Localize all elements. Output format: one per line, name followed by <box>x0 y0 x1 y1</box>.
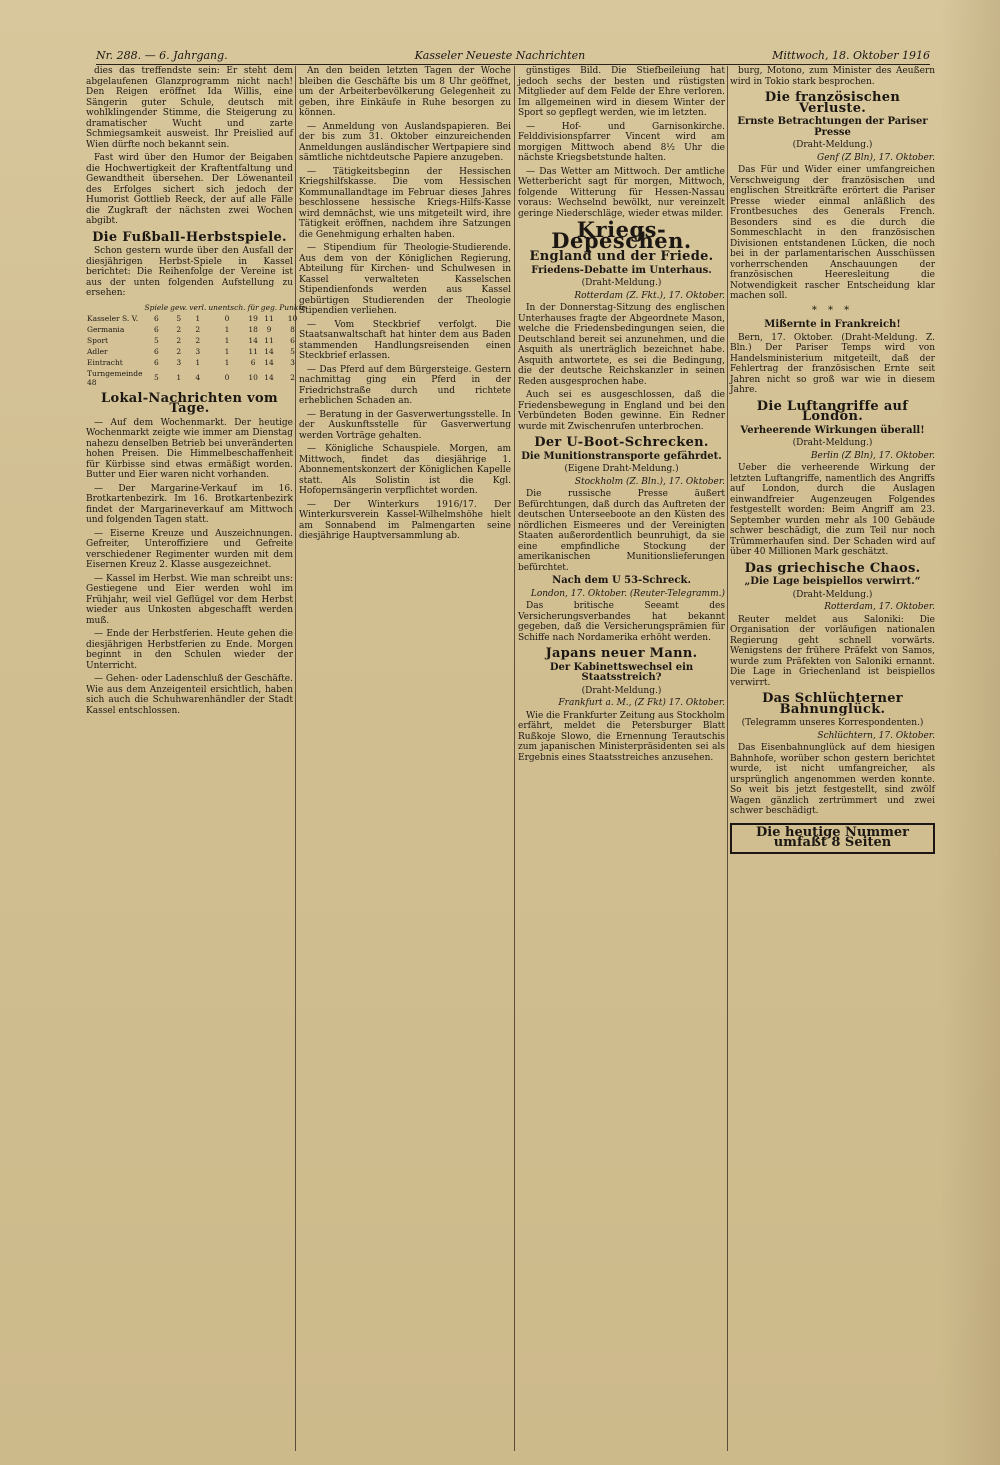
section-title-kriegs-depeschen: Kriegs-Depeschen. <box>551 217 692 253</box>
article-paragraph: In der Donnerstag-Sitzung des englischen Unterhauses fragte der Abgeordnete Mason, welche die Friedensbedingungen seien, die Deutschland bereit sei anzunehmen, und die Asquith als unerträglich bezeichnet habe. Asquith antwortete, es sei die Bedingung, die der deutsche Reichskanzler in seinen Reden ausgesprochen habe. <box>518 303 725 387</box>
table-cell: Eintracht <box>87 357 123 367</box>
table-cell: 0 <box>224 313 230 323</box>
table-cell: 10 <box>248 373 258 382</box>
article-paragraph: — Königliche Schauspiele. Morgen, am Mittwoch, findet das diesjährige 1. Abonnementskonzert der Königlichen Kapelle statt. Als Solistin ist die Kgl. Hofopernsängerin verpflichtet worden. <box>299 444 511 496</box>
article-paragraph: — Das Wetter am Mittwoch. Der amtliche Wetterbericht sagt für morgen, Mittwoch, folgende Witterung für Hessen-Nassau voraus: Wechselnd bewölkt, nur vereinzelt geringe Niederschläge, wieder etwas milder. <box>518 166 725 219</box>
column-4 <box>730 66 935 1451</box>
article-paragraph: — Stipendium für Theologie-Studierende. Aus dem von der Königlichen Regierung, Abteilung für Kirchen- und Schulwesen in Kassel verwalteten Kasselschen Stipendienfonds werden aus Kassel gebürtigen Studierenden der Theologie Stipendien verliehen. <box>299 243 511 316</box>
table-cell: 8 <box>290 324 295 334</box>
separator-stars: * * * <box>811 304 854 316</box>
masthead-title: Kasseler Neueste Nachrichten <box>414 49 586 62</box>
article-paragraph: — Der Margarine-Verkauf im 16. Brotkartenbezirk. Im 16. Brotkartenbezirk findet der Margarineverkauf am Mittwoch und folgenden Tagen statt. <box>86 483 293 525</box>
source-line: (Draht-Meldung.) <box>581 278 662 288</box>
dateline: Stockholm (Z. Bln.), 17. Oktober. <box>574 476 725 487</box>
table-cell: 1 <box>224 357 230 367</box>
article-paragraph: Schon gestern wurde über den Ausfall der diesjährigen Herbst-Spiele in Kassel berichtet: Die Reihenfolge der Vereine ist aus der unten folgenden Aufstellung zu ersehen: <box>86 246 293 298</box>
article-paragraph: — Kassel im Herbst. Wie man schreibt uns: Gestiegene und Eier werden wohl im Frühjahr, weil viel Geflügel vor dem Herbst wieder aus Unkosten abgeschafft werden muß. <box>86 573 293 626</box>
table-cell: 6 <box>153 346 159 356</box>
article-paragraph: Ueber die verheerende Wirkung der letzten Luftangriffe, namentlich des Angriffs auf London, durch die Auslagen einwandfreier Augenzeugen Folgendes festgestellt worden: Beim Angriff am 23. September wurden mehr als 100 Gebäude schwer beschädigt, die zum Teil nur noch Trümmerhaufen sind. Der Schaden wird auf über 40 Millionen Mark geschätzt. <box>730 463 935 557</box>
table-cell: 3 <box>176 357 182 367</box>
table-cell: 6 <box>153 324 159 334</box>
table-cell: 1 <box>224 346 230 356</box>
headline-franzoesische-verluste: Die französischen Verluste. <box>764 90 901 116</box>
table-cell: 2 <box>176 335 182 345</box>
table-cell: 1 <box>195 357 201 367</box>
dateline: Rotterdam, 17. Oktober. <box>824 602 935 612</box>
article-paragraph: Das Eisenbahnunglück auf dem hiesigen Bahnhofe, worüber schon gestern berichtet wurde, ist nicht umfangreicher, als ursprünglich angenommen werden konnte. So weit bis jetzt festgestellt, sind zwölf Wagen gänzlich zertrümmert und zwei schwer beschädigt. <box>730 743 935 816</box>
subheadline: Friedens-Debatte im Unterhaus. <box>531 264 712 276</box>
column-2 <box>299 66 511 1451</box>
headline-england: England und der Friede. <box>529 249 714 264</box>
article-paragraph: — Beratung in der Gasverwertungsstelle. In der Auskunftsstelle für Gasverwertung werden Vorträge gehalten. <box>299 409 511 441</box>
source-line: (Draht-Meldung.) <box>581 685 662 696</box>
table-cell: 4 <box>195 373 201 382</box>
table-cell: 1 <box>224 335 230 345</box>
table-header-cell: geg. <box>260 302 278 312</box>
table-cell: 1 <box>224 324 230 334</box>
table-cell: Germania <box>87 324 125 334</box>
table-header-cell: verl. <box>189 302 207 312</box>
table-cell: 5 <box>153 335 159 345</box>
article-paragraph: An den beiden letzten Tagen der Woche bleiben die Geschäfte bis um 8 Uhr geöffnet, um der Arbeiterbevölkerung Gelegenheit zu geben, ihre Einkäufe in Ruhe besorgen zu können. <box>299 66 511 118</box>
article-paragraph: — Das Pferd auf dem Bürgersteige. Gestern nachmittag ging ein Pferd in der Friedrichstraße durch und richtete erheblichen Schaden an. <box>299 364 511 406</box>
article-paragraph: — Hof- und Garnisonkirche. Felddivisionspfarrer Vincent wird am morgigen Mittwoch abend 8½ Uhr die nächste Kriegsbetstunde halten. <box>518 121 725 163</box>
table-cell: Adler <box>87 346 108 356</box>
table-cell: 19 <box>248 313 258 323</box>
paper-edge-shading <box>940 0 1000 1465</box>
table-cell: 2 <box>176 324 182 334</box>
subheadline: Ernste Betrachtungen der Pariser Presse <box>737 116 928 138</box>
table-cell: 6 <box>153 313 159 323</box>
article-paragraph: — Anmeldung von Auslandspapieren. Bei der bis zum 31. Oktober einzureichenden Anmeldungen ausländischer Wertpapiere sind sämtliche nichtdeutsche Papiere anzugeben. <box>299 121 511 163</box>
article-paragraph: Auch sei es ausgeschlossen, daß die Friedensbewegung in England und bei den Verbündeten Boden gewinne. Ein Redner wurde mit Zwischenrufen unterbrochen. <box>518 390 725 432</box>
column-rule <box>727 66 728 1451</box>
dateline: Rotterdam (Z. Fkt.), 17. Oktober. <box>574 290 725 301</box>
table-row <box>86 357 307 368</box>
table-cell: Turngemeinde 48 <box>87 368 143 387</box>
article-paragraph: — Auf dem Wochenmarkt. Der heutige Wochenmarkt zeigte wie immer am Dienstag nahezu denselben Betrieb bei unveränderten hohen Preisen. Die Himmelbeschaffenheit für Kürbisse sind etwas ermäßigt worden. Butter und Eier waren nicht vorhanden. <box>86 417 293 480</box>
table-cell: 14 <box>264 357 274 367</box>
table-cell: 1 <box>195 313 201 323</box>
table-row <box>86 324 307 335</box>
subheadline: „Die Lage beispiellos verwirrt.“ <box>744 576 921 587</box>
source-line: (Draht-Meldung.) <box>792 438 873 448</box>
article-paragraph: günstiges Bild. Die Stiefbeileiung hat jedoch sechs der besten und rüstigsten Mitglieder auf dem Felde der Ehre verloren. Im allgemeinen wird in diesem Winter der Sport so gepflegt werden, wie im letzten. <box>518 66 725 118</box>
standings-table <box>86 302 307 388</box>
table-cell: 14 <box>264 346 274 356</box>
table-cell: 2 <box>195 335 201 345</box>
table-row <box>86 346 307 357</box>
headline-nach-u53: Nach dem U 53-Schreck. <box>552 575 691 586</box>
article-paragraph: — Eiserne Kreuze und Auszeichnungen. Gefreiter, Unteroffiziere und Gefreite verschiedener Regimenter wurden mit dem Eisernen Kreuz 2. Klasse ausgezeichnet. <box>86 528 293 570</box>
dateline: Berlin (Z Bln), 17. Oktober. <box>810 450 935 461</box>
table-cell: 2 <box>195 324 201 334</box>
article-paragraph: Wie die Frankfurter Zeitung aus Stockholm erfährt, meldet die Petersburger Blatt Rußkoje Slowo, die Ernennung Terautschis zum japanischen Ministerpräsidenten sei als Ergebnis eines Staatsstreiches anzusehen. <box>518 710 725 763</box>
issue-date: Mittwoch, 18. Oktober 1916 <box>772 49 930 62</box>
table-header-cell: unentsch. <box>208 302 246 312</box>
column-1 <box>86 66 306 1451</box>
article-paragraph: Fast wird über den Humor der Beigaben die Hochwertigkeit der Kraftentfaltung und Gewandtheit übersehen. Der Löwenanteil des Erfolges sichert sich jedoch der Humorist Gottlieb Reeck, der auf alle Fälle die Zugkraft der nächsten zwei Wochen abgibt. <box>86 153 293 226</box>
page-header <box>96 44 930 65</box>
table-header-row <box>86 302 307 313</box>
article-paragraph: Die russische Presse äußert Befürchtungen, daß durch das Auftreten der deutschen Unterseeboote an den Küsten des nördlichen Eismeeres und der Vereinigten Staaten außerordentlich beunruhigt, da sie eine empfindliche Stockung der amerikanischen Munitionslieferungen befürchtet. <box>518 489 725 573</box>
table-cell: 14 <box>264 373 274 382</box>
table-cell: 2 <box>176 346 182 356</box>
table-cell: 1 <box>176 373 182 382</box>
subheadline: Der Kabinettswechsel ein Staatsstreich? <box>549 661 694 683</box>
article-paragraph: Das Für und Wider einer umfangreichen Verschweigung der französischen und englischen Streitkräfte erörtert die Pariser Presse wieder einmal anläßlich des Frontbesuches des Generals French. Besonders sind es die durch die Sommeschlacht in den französischen Divisionen entstandenen Lücken, die noch bei in der parlamentarischen Ausschüssen vorherrschenden Anschauungen der französischen Heeresleitung die Notwendigkeit rascher Entscheidung klar machen soll. <box>730 165 935 301</box>
article-paragraph: — Gehen- oder Ladenschluß der Geschäfte. Wie aus dem Anzeigenteil ersichtlich, haben sich auch die Schuhwarenhändler der Stadt Kassel entschlossen. <box>86 674 293 716</box>
table-cell: 5 <box>153 373 159 382</box>
table-cell: 0 <box>224 373 230 382</box>
table-cell: 3 <box>195 346 201 356</box>
table-cell: 5 <box>290 346 295 356</box>
table-header-cell: für <box>247 302 259 312</box>
table-header-cell: Spiele <box>144 302 169 312</box>
column-3 <box>518 66 725 1451</box>
dateline: Frankfurt a. M., (Z Fkt) 17. Oktober. <box>558 698 725 708</box>
article-paragraph: Reuter meldet aus Saloniki: Die Organisation der vorläufigen nationalen Regierung geht schnell vorwärts. Wenigstens der frühere Präfekt von Samos, wurde zum Präfekten von Saloniki ernannt. Die Lage in Griechenland ist beispiellos verwirrt. <box>730 614 935 688</box>
table-cell: 5 <box>176 313 182 323</box>
table-row <box>86 335 307 346</box>
table-header-cell: Punkte <box>279 302 306 312</box>
dateline: London, 17. Oktober. (Reuter-Telegramm.) <box>530 588 725 599</box>
table-header-cell <box>86 302 144 313</box>
table-row <box>86 313 307 324</box>
subheadline: Die Munitionstransporte gefährdet. <box>521 450 722 462</box>
article-paragraph: Bern, 17. Oktober. (Draht-Meldung. Z. Bln.) Der Pariser Temps wird von Handelsministerium mitgeteilt, daß der Fehlertrag der französischen Ernte seit Jahren nicht so groß war wie in diesem Jahre. <box>730 332 935 395</box>
source-line: (Draht-Meldung.) <box>792 589 873 600</box>
table-cell: 14 <box>248 335 258 345</box>
table-cell: 6 <box>153 357 159 367</box>
article-paragraph: — Tätigkeitsbeginn der Hessischen Kriegshilfskasse. Die vom Hessischen Kommunallandtage im Februar dieses Jahres beschlossene hessische Kriegs-Hilfs-Kasse wird demnächst, wie uns mitgeteilt wird, ihre Tätigkeit eröffnen, nachdem ihre Satzungen die Genehmigung erhalten haben. <box>299 166 511 240</box>
subheadline: Verheerende Wirkungen überall! <box>740 424 925 436</box>
table-cell: 10 <box>287 313 298 323</box>
table-cell: 9 <box>266 324 272 334</box>
issue-number: Nr. 288. — 6. Jahrgang. <box>96 49 228 62</box>
table-cell: 11 <box>264 335 274 345</box>
article-paragraph: Das britische Seeamt des Versicherungsverbandes hat bekannt gegeben, daß die Versicherungsprämien für Schiffe nach Nordamerika erhöht werden. <box>518 601 725 643</box>
headline-bahnunglueck: Das Schlüchterner Bahnunglück. <box>762 691 903 717</box>
headline-griechisches-chaos: Das griechische Chaos. <box>744 560 921 576</box>
headline-japan: Japans neuer Mann. <box>545 646 698 661</box>
headline-lokal: Lokal-Nachrichten vom Tage. <box>101 390 278 416</box>
article-paragraph: — Vom Steckbrief verfolgt. Die Staatsanwaltschaft hat hinter dem aus Baden stammenden Handlungsreisenden einen Steckbrief erlassen. <box>299 319 511 361</box>
table-cell: 3 <box>290 357 295 367</box>
headline-luftangriffe: Die Luftangriffe auf London. <box>756 398 909 424</box>
table-cell: 11 <box>248 346 258 356</box>
column-rule <box>295 66 296 1451</box>
table-cell: 6 <box>290 335 295 345</box>
page-count-notice: Die heutige Nummer umfaßt 8 Seiten <box>730 823 935 854</box>
source-line: (Eigene Draht-Meldung.) <box>564 464 679 474</box>
headline-fussball: Die Fußball-Herbstspiele. <box>92 229 287 245</box>
column-rule <box>514 66 515 1451</box>
source-line: (Draht-Meldung.) <box>792 140 873 150</box>
table-header-cell: gew. <box>170 302 188 312</box>
table-cell: Kasseler S. V. <box>87 313 139 323</box>
source-line: (Telegramm unseres Korrespondenten.) <box>741 718 924 728</box>
headline-missernte: Mißernte in Frankreich! <box>764 319 901 330</box>
table-row <box>86 368 307 388</box>
article-paragraph: burg, Motono, zum Minister des Aeußern wird in Tokio stark besprochen. <box>730 66 935 87</box>
table-cell: 6 <box>250 357 256 367</box>
dateline: Genf (Z Bln), 17. Oktober. <box>817 152 935 163</box>
table-cell: 11 <box>264 313 274 323</box>
article-paragraph: — Der Winterkurs 1916/17. Der Winterkursverein Kassel-Wilhelmshöhe hielt am Sonnabend im Palmengarten seine diesjährige Hauptversammlung ab. <box>299 499 511 541</box>
table-cell: 18 <box>248 324 258 334</box>
article-paragraph: dies das treffendste sein: Er steht dem abgelaufenen Glanzprogramm nicht nach! Den Reigen eröffnet Ida Willis, eine Sängerin guter Schule, deutsch mit wohlklingender Stimme, die Steigerung zu dramatischer Wucht und zarte Schmiegsamkeit ausweist. Ihr Preislied auf Wien dürfte noch bekannt sein. <box>86 66 293 150</box>
headline-uboot: Der U-Boot-Schrecken. <box>534 435 709 450</box>
article-paragraph: — Ende der Herbstferien. Heute gehen die diesjährigen Herbstferien zu Ende. Morgen beginnt in den Schulen wieder der Unterricht. <box>86 629 293 671</box>
table-cell: Sport <box>87 335 109 345</box>
table-cell: 2 <box>290 373 295 382</box>
dateline: Schlüchtern, 17. Oktober. <box>817 730 935 741</box>
